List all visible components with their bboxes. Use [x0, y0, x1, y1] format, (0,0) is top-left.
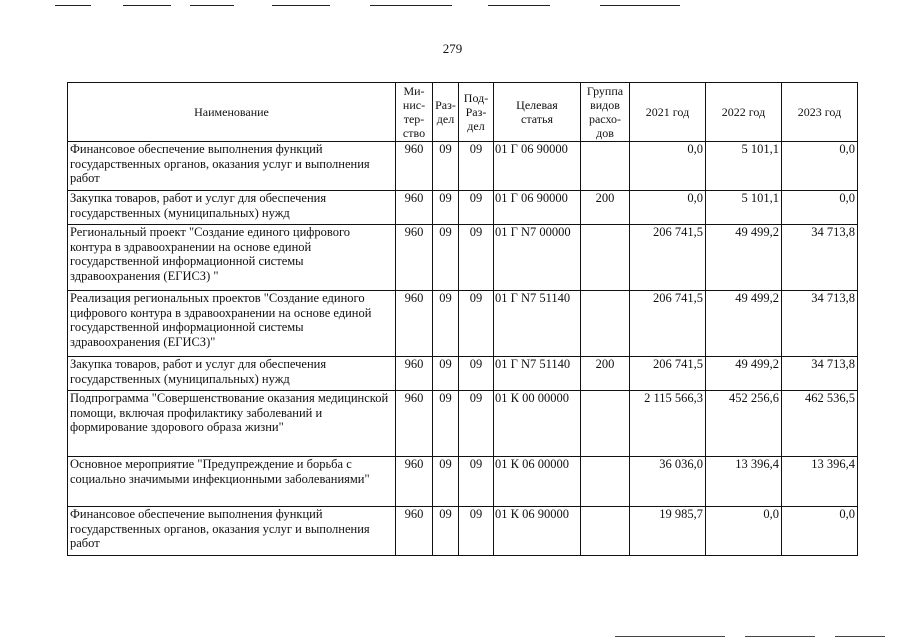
row-target: 01 Г N7 51140 [494, 291, 581, 357]
page-number: 279 [442, 41, 463, 56]
row-section: 09 [433, 357, 459, 391]
header-2022: 2022 год [706, 83, 782, 142]
row-2022: 49 499,2 [706, 357, 782, 391]
row-2022: 13 396,4 [706, 457, 782, 507]
row-2022: 49 499,2 [706, 291, 782, 357]
row-2023: 34 713,8 [782, 357, 858, 391]
row-2022: 5 101,1 [706, 142, 782, 191]
row-ministry: 960 [396, 357, 433, 391]
row-name: Основное мероприятие "Предупреждение и борьба с социально значимыми инфекционными заболеваниями" [68, 457, 396, 507]
row-2023: 0,0 [782, 191, 858, 225]
row-subsection: 09 [459, 291, 494, 357]
row-subsection: 09 [459, 507, 494, 556]
row-2023: 34 713,8 [782, 225, 858, 291]
row-2021: 0,0 [630, 142, 706, 191]
row-target: 01 К 06 90000 [494, 507, 581, 556]
row-subsection: 09 [459, 357, 494, 391]
row-group [581, 507, 630, 556]
row-group [581, 391, 630, 457]
row-target: 01 Г 06 90000 [494, 142, 581, 191]
row-name: Закупка товаров, работ и услуг для обеспечения государственных (муниципальных) нужд [68, 357, 396, 391]
header-subsection: Под- Раз- дел [459, 83, 494, 142]
row-section: 09 [433, 391, 459, 457]
table-row [68, 291, 858, 357]
table-row [68, 142, 858, 191]
header-expense-group: Группа видов расхо- дов [581, 83, 630, 142]
row-target: 01 К 06 00000 [494, 457, 581, 507]
row-group [581, 457, 630, 507]
row-2021: 206 741,5 [630, 225, 706, 291]
row-2022: 5 101,1 [706, 191, 782, 225]
row-2023: 13 396,4 [782, 457, 858, 507]
row-name: Подпрограмма "Совершенствование оказания медицинской помощи, включая профилактику заболеваний и формирование здорового образа жизни" [68, 391, 396, 457]
row-subsection: 09 [459, 142, 494, 191]
row-2021: 0,0 [630, 191, 706, 225]
row-2023: 462 536,5 [782, 391, 858, 457]
row-section: 09 [433, 191, 459, 225]
row-ministry: 960 [396, 225, 433, 291]
row-2022: 0,0 [706, 507, 782, 556]
row-target: 01 Г 06 90000 [494, 191, 581, 225]
row-name: Реализация региональных проектов "Создание единого цифрового контура в здравоохранении на основе единой государственной информационной системы здравоохранения (ЕГИСЗ)" [68, 291, 396, 357]
row-target: 01 К 00 00000 [494, 391, 581, 457]
row-name: Региональный проект "Создание единого цифрового контура в здравоохранении на основе единой государственной информационной системы здравоохранения (ЕГИСЗ) " [68, 225, 396, 291]
row-2022: 49 499,2 [706, 225, 782, 291]
row-2023: 34 713,8 [782, 291, 858, 357]
row-section: 09 [433, 457, 459, 507]
table-row [68, 225, 858, 291]
row-section: 09 [433, 291, 459, 357]
row-group [581, 225, 630, 291]
bottom-rule [745, 636, 815, 637]
table-row [68, 391, 858, 457]
table-row [68, 507, 858, 556]
top-rule [123, 5, 171, 6]
row-subsection: 09 [459, 225, 494, 291]
row-ministry: 960 [396, 142, 433, 191]
row-target: 01 Г N7 00000 [494, 225, 581, 291]
row-2021: 206 741,5 [630, 357, 706, 391]
row-ministry: 960 [396, 507, 433, 556]
row-name: Финансовое обеспечение выполнения функций государственных органов, оказания услуг и выполнения работ [68, 507, 396, 556]
row-2021: 19 985,7 [630, 507, 706, 556]
table-row [68, 191, 858, 225]
row-subsection: 09 [459, 191, 494, 225]
top-rule [370, 5, 452, 6]
top-rule [488, 5, 550, 6]
header-name: Наименование [68, 83, 396, 142]
row-2023: 0,0 [782, 142, 858, 191]
row-group: 200 [581, 191, 630, 225]
top-rule [55, 5, 91, 6]
row-section: 09 [433, 225, 459, 291]
row-group [581, 291, 630, 357]
row-subsection: 09 [459, 457, 494, 507]
row-ministry: 960 [396, 457, 433, 507]
top-rule [190, 5, 234, 6]
header-target-article: Целевая статья [494, 83, 581, 142]
header-section: Раз- дел [433, 83, 459, 142]
row-2021: 206 741,5 [630, 291, 706, 357]
row-2021: 2 115 566,3 [630, 391, 706, 457]
row-name: Закупка товаров, работ и услуг для обеспечения государственных (муниципальных) нужд [68, 191, 396, 225]
table-row [68, 357, 858, 391]
row-section: 09 [433, 507, 459, 556]
row-ministry: 960 [396, 291, 433, 357]
bottom-rule [615, 636, 725, 637]
header-2021: 2021 год [630, 83, 706, 142]
bottom-rule [835, 636, 885, 637]
top-rule [272, 5, 330, 6]
top-rule [600, 5, 680, 6]
table-row [68, 457, 858, 507]
row-group: 200 [581, 357, 630, 391]
row-name: Финансовое обеспечение выполнения функций государственных органов, оказания услуг и выполнения работ [68, 142, 396, 191]
row-ministry: 960 [396, 191, 433, 225]
row-group [581, 142, 630, 191]
row-2023: 0,0 [782, 507, 858, 556]
row-subsection: 09 [459, 391, 494, 457]
row-2021: 36 036,0 [630, 457, 706, 507]
header-2023: 2023 год [782, 83, 858, 142]
header-ministry: Ми- нис- тер- ство [396, 83, 433, 142]
row-section: 09 [433, 142, 459, 191]
row-target: 01 Г N7 51140 [494, 357, 581, 391]
budget-table [67, 82, 858, 556]
row-2022: 452 256,6 [706, 391, 782, 457]
row-ministry: 960 [396, 391, 433, 457]
